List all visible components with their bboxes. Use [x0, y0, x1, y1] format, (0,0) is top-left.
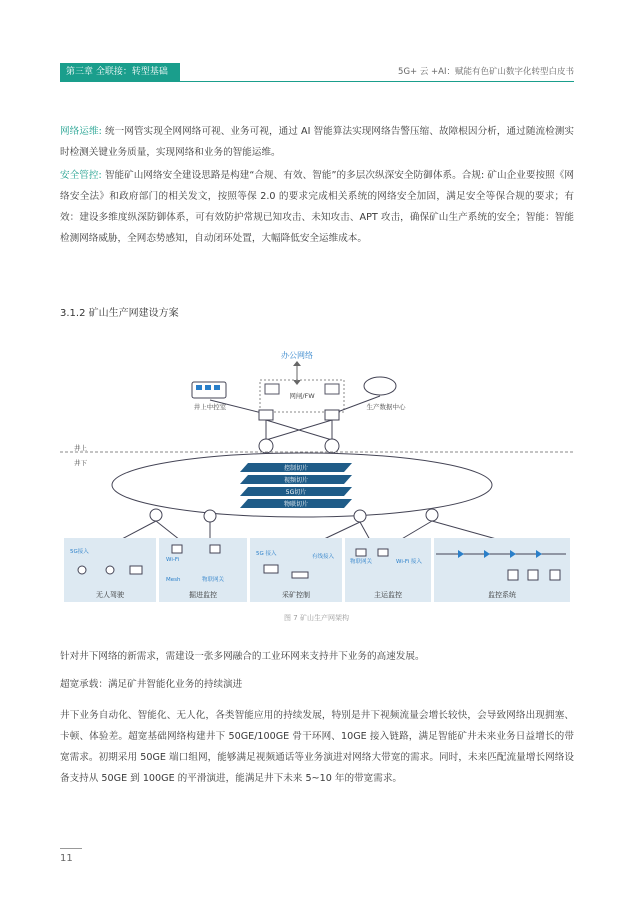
body-paragraph-2: 井下业务自动化、智能化、无人化，各类智能应用的持续发展，特别是井下视频流量会增长较快，会导致网络出现拥塞、卡顿、体验差。超宽基础网络构建井下 50GE/100GE 骨干环网、10GE 接入链路，满足智能矿井未来业务日益增长的带宽需求。初期采用 50GE 端口组网，能够满足视频通话等业务演进对网络大带宽的需求。同时，未来匹配流量增长网络设备支持从 50GE 到 100GE 的平滑演进，能满足井下未来 5~10 年的带宽需求。 [60, 710, 574, 784]
security-paragraph [60, 165, 574, 249]
device-icon [264, 565, 278, 573]
mesh-label: Mesh [166, 577, 181, 583]
device-icon [292, 572, 308, 578]
wifi-label: Wi-Fi [166, 557, 180, 563]
monitor-icon [508, 570, 518, 580]
section-title: 3.1.2 矿山生产网建设方案 [60, 308, 179, 319]
switch-icon [325, 410, 339, 420]
iot-gateway-label: 物联网关 [202, 577, 225, 583]
page-header [60, 63, 574, 81]
slice-label: 视频切片 [283, 477, 309, 484]
zone-label: 主运监控 [374, 591, 402, 599]
body-paragraph-1: 针对井下网络的新需求，需建设一张多网融合的工业环网来支持井下业务的高速发展。 [60, 651, 425, 662]
page-number: 11 [60, 853, 73, 864]
vehicle-icon [130, 566, 142, 574]
antenna-icon [106, 566, 114, 574]
control-room-label: 井上中控室 [193, 403, 227, 411]
subheading: 超宽承载：满足矿井智能化业务的持续演进 [60, 679, 243, 690]
router-icon [325, 439, 339, 453]
firewall-label: 网闸/FW [289, 392, 315, 400]
camera-icon [210, 545, 220, 553]
router-icon [259, 439, 273, 453]
antenna-icon [78, 566, 86, 574]
chapter-tag: 第三章 全联接：转型基础 [60, 63, 180, 81]
ops-label: 网络运维: [60, 126, 102, 137]
zone-label: 无人驾驶 [96, 591, 124, 599]
office-network-label: 办公网络 [281, 351, 313, 360]
monitor-icon [528, 570, 538, 580]
slice-label: 控制切片 [283, 465, 309, 472]
slice-label: 物联切片 [283, 501, 309, 508]
wired-access-label: 有线接入 [312, 554, 335, 560]
slice-stack [240, 463, 352, 508]
device-icon [356, 549, 366, 556]
slice-label: 5G切片 [285, 489, 307, 496]
ops-paragraph [60, 121, 574, 163]
router-icon [354, 510, 366, 522]
data-center-label: 生产数据中心 [366, 403, 406, 411]
zone-label: 监控系统 [488, 591, 516, 599]
footer-rule [60, 848, 82, 849]
above-ground-label: 井上 [74, 444, 87, 452]
monitor-icon [550, 570, 560, 580]
ops-text: 统一网管实现全网网络可视、业务可视，通过 AI 智能算法实现网络告警压缩、故障根因分析，通过随流检测实时检测关键业务质量，实现网络和业务的智能运维。 [60, 126, 575, 158]
iot-network-label: 物联网关 [350, 559, 373, 565]
router-icon [204, 510, 216, 522]
g5-access2-label: 5G 接入 [256, 551, 277, 557]
data-center-cloud-icon [364, 377, 396, 395]
security-text: 智能矿山网络安全建设思路是构建“合规、有效、智能”的多层次纵深安全防御体系。合规: 矿山企业要按照《网络安全法》和政府部门的相关发文，按照等保 2.0 的要求完成相关系统的网络安全加固，满足安全等保合规的要求；有效：建设多维度纵深防御体系，可有效防护常规已知攻击、未知攻击、APT 攻击，确保矿山生产系统的安全；智能：智能检测网络威胁，全网态势感知，自动闭环处置，大幅降低安全运维成本。 [60, 170, 574, 244]
header-rule [60, 81, 574, 82]
document-title: 5G+ 云 +AI：赋能有色矿山数字化转型白皮书 [398, 67, 574, 77]
zone-label: 采矿控制 [282, 591, 310, 599]
zone-label: 掘进监控 [189, 591, 217, 599]
network-diagram [60, 340, 574, 612]
wifi-access-label: Wi-Fi 接入 [396, 559, 422, 565]
security-label: 安全管控: [60, 170, 102, 181]
g5-access-label: 5G接入 [70, 549, 89, 555]
router-icon [426, 509, 438, 521]
below-ground-label: 井下 [74, 459, 87, 467]
figure-caption: 图 7 矿山生产网架构 [284, 614, 349, 622]
switch-icon [259, 410, 273, 420]
device-icon [378, 549, 388, 556]
router-icon [150, 509, 162, 521]
camera-icon [172, 545, 182, 553]
